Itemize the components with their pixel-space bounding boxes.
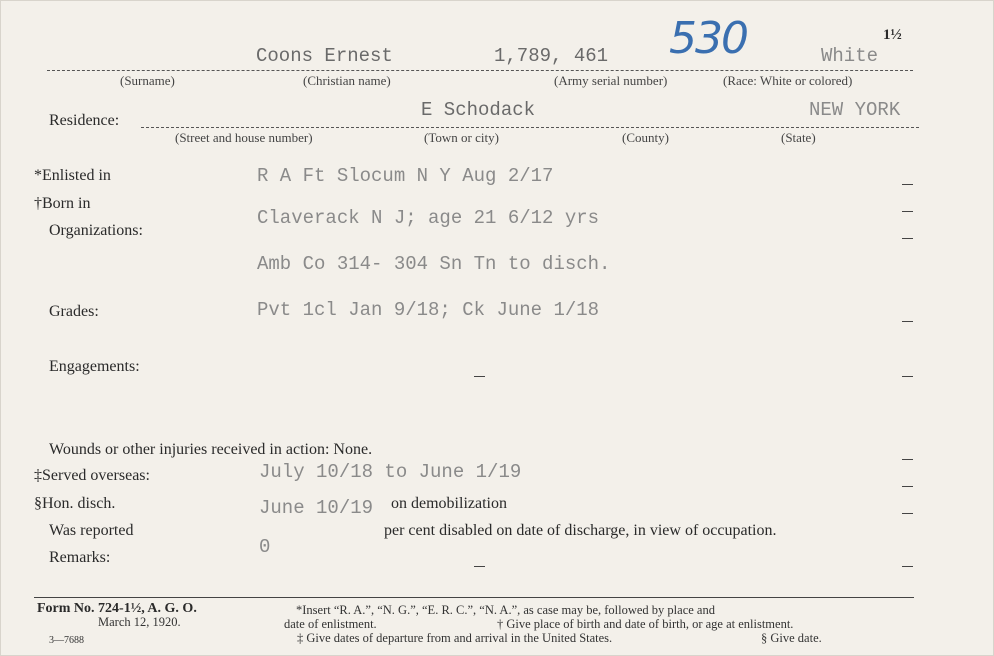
corner-mark: 1½ <box>883 27 902 43</box>
was-reported-label: Was reported <box>49 522 134 539</box>
footnote-enlistment: date of enlistment. <box>284 617 377 631</box>
enlisted-label: *Enlisted in <box>34 167 111 184</box>
remarks-label: Remarks: <box>49 549 111 566</box>
street-label: (Street and house number) <box>175 130 313 145</box>
residence-rule <box>141 127 919 128</box>
margin-dash <box>902 459 913 460</box>
hon-disch-label: §Hon. disch. <box>34 495 116 512</box>
disabled-percent-value: 0 <box>259 536 271 558</box>
margin-dash <box>902 184 913 185</box>
town-value: E Schodack <box>421 99 536 121</box>
footnote-insert: *Insert “R. A.”, “N. G.”, “E. R. C.”, “N. A.”, as case may be, followed by place and <box>296 603 715 617</box>
margin-dash <box>902 566 913 567</box>
top-rule <box>47 70 913 71</box>
grades-value: Pvt 1cl Jan 9/18; Ck June 1/18 <box>257 299 600 321</box>
race-label: (Race: White or colored) <box>723 73 853 88</box>
footer-rule <box>34 597 914 598</box>
margin-dash <box>902 513 913 514</box>
form-code: 3—7688 <box>49 635 84 646</box>
serial-value: 1,789, 461 <box>494 45 609 67</box>
state-label: (State) <box>781 130 816 145</box>
served-overseas-label: ‡Served overseas: <box>34 467 150 484</box>
margin-dash <box>902 376 913 377</box>
served-overseas-value: July 10/18 to June 1/19 <box>259 461 522 483</box>
organizations-label: Organizations: <box>49 222 143 239</box>
handwritten-number: 530 <box>669 13 747 64</box>
margin-dash <box>902 211 913 212</box>
race-value: White <box>821 45 879 67</box>
footnote-birth: † Give place of birth and date of birth, or age at enlistment. <box>497 617 794 631</box>
remarks-dash <box>474 566 485 567</box>
footnote-overseas: ‡ Give dates of departure from and arrival in the United States. <box>297 631 613 645</box>
form-number: Form No. 724-1½, A. G. O. <box>37 601 197 616</box>
wounds-label: Wounds or other injuries received in action: None. <box>49 441 373 458</box>
grades-label: Grades: <box>49 303 99 320</box>
organizations-value: Amb Co 314- 304 Sn Tn to disch. <box>257 253 611 275</box>
town-label: (Town or city) <box>424 130 499 145</box>
hon-disch-value: June 10/19 <box>259 497 374 519</box>
name-value: Coons Ernest <box>256 45 393 67</box>
margin-dash <box>902 486 913 487</box>
engagements-dash <box>474 376 485 377</box>
born-label: †Born in <box>34 195 91 212</box>
engagements-label: Engagements: <box>49 358 140 375</box>
disabled-percent-text: per cent disabled on date of discharge, in view of occupation. <box>384 522 777 539</box>
army-serial-label: (Army serial number) <box>554 73 668 88</box>
state-value: NEW YORK <box>809 99 901 121</box>
christian-name-label: (Christian name) <box>303 73 391 88</box>
hon-disch-note: on demobilization <box>391 495 507 512</box>
born-value: Claverack N J; age 21 6/12 yrs <box>257 207 600 229</box>
form-date: March 12, 1920. <box>98 615 181 629</box>
footnote-date: § Give date. <box>761 631 822 645</box>
margin-dash <box>902 238 913 239</box>
county-label: (County) <box>622 130 669 145</box>
residence-label: Residence: <box>49 112 120 129</box>
margin-dash <box>902 321 913 322</box>
surname-label: (Surname) <box>120 73 175 88</box>
enlisted-value: R A Ft Slocum N Y Aug 2/17 <box>257 165 554 187</box>
